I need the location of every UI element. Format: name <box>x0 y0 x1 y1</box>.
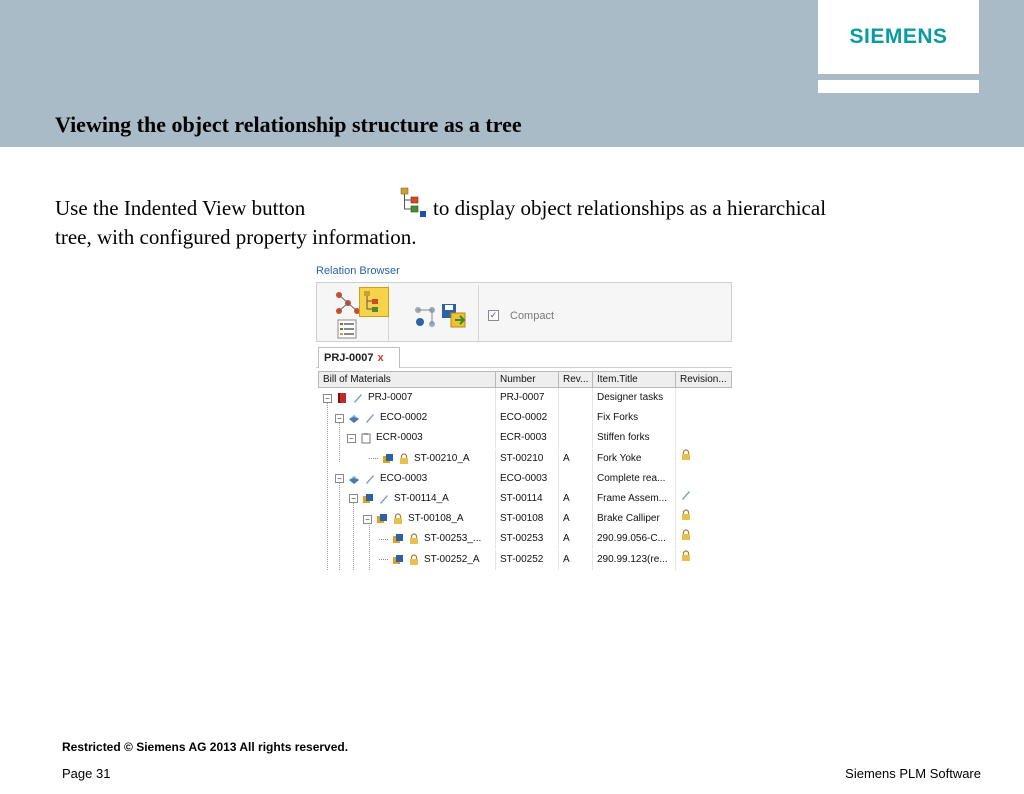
item-revision-icon <box>392 533 404 545</box>
body-text-line2: tree, with configured property information. <box>55 225 417 249</box>
slide-title: Viewing the object relationship structure as a tree <box>55 112 522 137</box>
body-text-part1: Use the Indented View button <box>55 196 306 220</box>
change-order-icon <box>348 473 360 485</box>
lock-icon <box>680 550 692 562</box>
footer-page-number: Page 31 <box>62 766 111 781</box>
layout-settings-icon[interactable] <box>413 305 437 329</box>
collapse-toggle[interactable]: − <box>347 434 356 443</box>
tab-label: PRJ-0007 <box>324 352 374 364</box>
pencil-icon <box>364 412 376 424</box>
column-header-bom[interactable]: Bill of Materials <box>319 372 496 388</box>
relation-browser-toolbar <box>316 282 732 342</box>
tab-close-icon[interactable]: x <box>377 352 384 364</box>
relation-browser-title: Relation Browser <box>316 265 400 277</box>
collapse-toggle[interactable]: − <box>335 414 344 423</box>
relation-browser-panel <box>316 262 732 571</box>
pencil-icon <box>378 493 390 505</box>
tree-connector <box>379 539 388 540</box>
pencil-icon <box>364 473 376 485</box>
change-order-icon <box>348 412 360 424</box>
save-export-icon[interactable] <box>441 303 469 329</box>
logo-text: SIEMENS <box>849 25 948 48</box>
compact-checkbox[interactable]: ✓ <box>489 310 498 320</box>
table-row[interactable]: ST-00253_... ST-00253 A 290.99.056-C... <box>318 529 732 549</box>
change-request-icon <box>360 432 372 444</box>
footer-company: Siemens PLM Software <box>845 766 981 781</box>
item-revision-icon <box>376 513 388 525</box>
relations-table <box>318 371 732 570</box>
table-row[interactable]: − ECO-0003 ECO-0003 Complete rea... <box>318 469 732 489</box>
lock-icon <box>408 554 420 566</box>
collapse-toggle[interactable]: − <box>349 494 358 503</box>
column-header-number[interactable]: Number <box>496 372 559 388</box>
collapse-toggle[interactable]: − <box>363 515 372 524</box>
action-group <box>405 285 479 341</box>
compact-label: Compact <box>510 310 555 322</box>
item-revision-icon <box>392 554 404 566</box>
tab-prj-0007[interactable] <box>318 347 400 368</box>
lock-icon <box>398 453 410 465</box>
network-view-icon[interactable] <box>335 291 361 315</box>
table-row[interactable]: − ECO-0002 ECO-0002 Fix Forks <box>318 408 732 428</box>
indented-view-button-icon[interactable] <box>359 287 389 317</box>
column-header-rev[interactable]: Rev... <box>559 372 593 388</box>
tree-connector <box>379 559 388 560</box>
indented-view-icon <box>398 186 428 218</box>
collapse-toggle[interactable]: − <box>335 474 344 483</box>
lock-icon <box>680 529 692 541</box>
tab-bar <box>316 346 732 368</box>
list-view-icon[interactable] <box>337 319 357 339</box>
pencil-icon <box>680 489 692 501</box>
table-row[interactable]: − PRJ-0007 PRJ-0007 Designer tasks <box>318 388 732 408</box>
lock-icon <box>680 449 692 461</box>
column-header-revision[interactable]: Revision... <box>680 374 727 385</box>
table-row[interactable]: ST-00210_A ST-00210 A Fork Yoke <box>318 449 732 469</box>
pencil-icon <box>352 392 364 404</box>
collapse-toggle[interactable]: − <box>323 394 332 403</box>
table-header <box>318 371 732 388</box>
table-row[interactable]: − ST-00108_A ST-00108 A Brake Calliper <box>318 509 732 529</box>
item-revision-icon <box>382 453 394 465</box>
view-mode-group <box>319 285 389 341</box>
footer-rights: Restricted © Siemens AG 2013 All rights reserved. <box>62 740 349 754</box>
table-row[interactable]: − ST-00114_A ST-00114 A Frame Assem... <box>318 489 732 509</box>
lock-icon <box>392 513 404 525</box>
project-icon <box>336 392 348 404</box>
column-header-item-title[interactable]: Item.Title <box>593 372 676 388</box>
tree-connector <box>369 458 378 459</box>
lock-icon <box>408 533 420 545</box>
siemens-logo <box>818 0 979 74</box>
logo-strip <box>818 80 979 93</box>
body-text-part2: to display object relationships as a hierarchical <box>433 196 827 220</box>
table-row[interactable]: − ECR-0003 ECR-0003 Stiffen forks <box>318 428 732 448</box>
lock-icon <box>680 509 692 521</box>
item-revision-icon <box>362 493 374 505</box>
table-row[interactable]: ST-00252_A ST-00252 A 290.99.123(re... <box>318 550 732 570</box>
